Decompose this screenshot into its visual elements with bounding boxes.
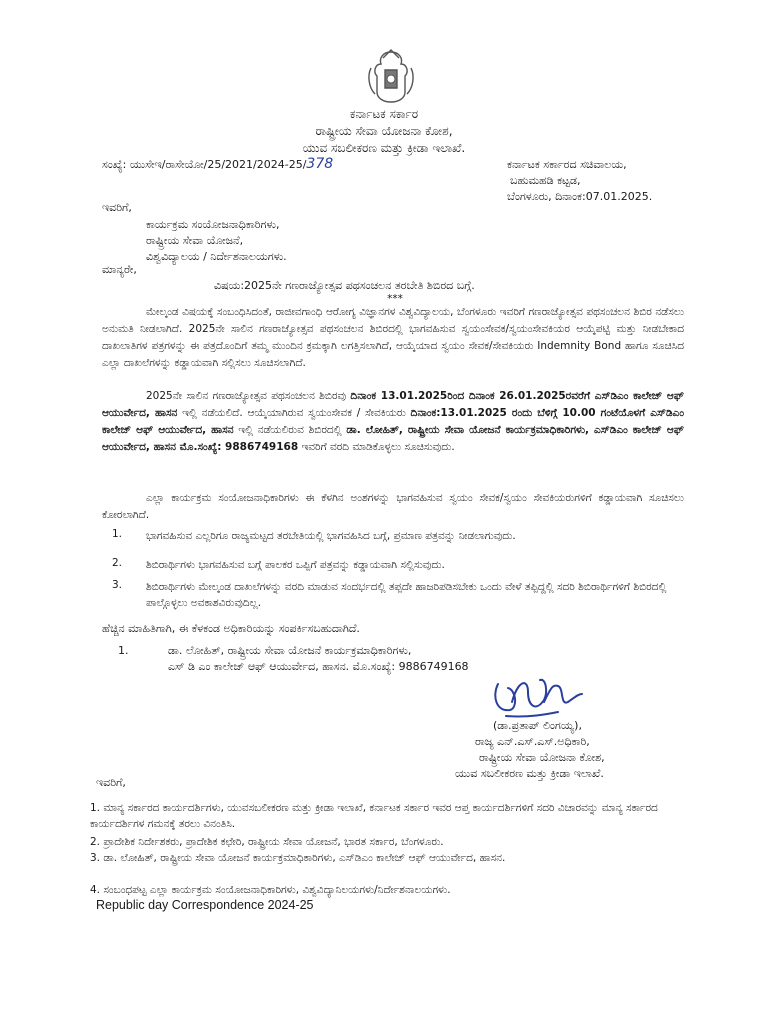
reference-number <box>102 156 333 172</box>
contact-line-2: ಎಸ್ ಡಿ ಎಂ ಕಾಲೇಜ್ ಆಫ್ ಆಯುರ್ವೇದ, ಹಾಸನ. ಮೊ.ಸಂಖ್ಯೆ: 9886749168 <box>168 660 469 673</box>
contact-line-1: ಡಾ. ಲೋಹಿತ್, ರಾಷ್ಟ್ರೀಯ ಸೇವಾ ಯೋಜನೆ ಕಾರ್ಯಕ್ರಮಾಧಿಕಾರಿಗಳು, <box>168 644 412 657</box>
address-line-2: ಬಹುಮಹಡಿ ಕಟ್ಟಡ, <box>510 174 581 187</box>
header-cell: ರಾಷ್ಟ್ರೀಯ ಸೇವಾ ಯೋಜನಾ ಕೋಶ, <box>315 124 453 138</box>
footer-note: Republic day Correspondence 2024-25 <box>96 898 314 912</box>
contact-intro: ಹೆಚ್ಚಿನ ಮಾಹಿತಿಗಾಗಿ, ಈ ಕೆಳಕಂಡ ಅಧಿಕಾರಿಯನ್ನು ಸಂಪರ್ಕಿಸಬಹುದಾಗಿದೆ. <box>102 622 360 635</box>
point-3-number: 3. <box>112 579 123 591</box>
address-date: ಬೆಂಗಳೂರು, ದಿನಾಂಕ:07.01.2025. <box>507 190 653 203</box>
subject: ವಿಷಯ:2025ನೇ ಗಣರಾಜ್ಯೋತ್ಸವ ಪಥಸಂಚಲನ ತರಬೇತಿ ಶಿಬಿರದ ಬಗ್ಗೆ. <box>214 279 475 292</box>
copy-item-3: 3. ಡಾ. ಲೋಹಿತ್, ರಾಷ್ಟ್ರೀಯ ಸೇವಾ ಯೋಜನೆ ಕಾರ್ಯಕ್ರಮಾಧಿಕಾರಿಗಳು, ಎಸ್‌ಡಿಎಂ ಕಾಲೇಜ್ ಆಫ್ ಆಯುರ್ವೇದ, ಹಾಸನ. <box>90 852 506 864</box>
body-paragraph-1: ಮೇಲ್ಕಂಡ ವಿಷಯಕ್ಕೆ ಸಂಬಂಧಿಸಿದಂತೆ, ರಾಜೀವಗಾಂಧಿ ಆರೋಗ್ಯ ವಿಜ್ಞಾನಗಳ ವಿಶ್ವವಿದ್ಯಾಲಯ, ಬೆಂಗಳೂರು ಇವರಿಗೆ ಗಣರಾಜ್ಯೋತ್ಸವ ಪಥಸಂಚಲನ ಶಿಬಿರ ನಡೆಸಲು ಅನುಮತಿ ನೀಡಲಾಗಿದೆ. 2025ನೇ ಸಾಲಿನ ಗಣರಾಜ್ಯೋತ್ಸವ ಪಥಸಂಚಲನ ಶಿಬಿರದಲ್ಲಿ ಭಾಗವಹಿಸುವ ಸ್ವಯಂಸೇವಕ/ಸ್ವಯಂಸೇವಕಿಯರ ಆಯ್ಕೆಪಟ್ಟಿ ಮತ್ತು ನೀಡಬೇಕಾದ ದಾಖಲಾತಿಗಳ ಪತ್ರಗಳನ್ನು ಈ ಪತ್ರದೊಂದಿಗೆ ತಮ್ಮ ಮುಂದಿನ ಕ್ರಮಕ್ಕಾಗಿ ಲಗತ್ತಿಸಲಾಗಿದೆ, ಆಯ್ಕೆಯಾದ ಸ್ವಯಂ ಸೇವಕ/ಸೇವಕಿಯರು Indemnity Bond ಹಾಗೂ ಸೂಚಿಸಿದ ಎಲ್ಲಾ ದಾಖಲೆಗಳನ್ನು ಕಡ್ಡಾಯವಾಗಿ ಸಲ್ಲಿಸಲು ಸೂಚಿಸಲಾಗಿದೆ. <box>102 306 684 369</box>
signatory-dept: ಯುವ ಸಬಲೀಕರಣ ಮತ್ತು ಕ್ರೀಡಾ ಇಲಾಖೆ. <box>455 767 604 780</box>
point-2-number: 2. <box>112 557 123 569</box>
signatory-name: (ಡಾ.ಪ್ರತಾಪ್ ಲಿಂಗಯ್ಯ), <box>493 719 582 732</box>
point-3-text: ಶಿಬಿರಾರ್ಥಿಗಳು ಮೇಲ್ಕಂಡ ದಾಖಲೆಗಳನ್ನು ವರದಿ ಮಾಡುವ ಸಂದರ್ಭದಲ್ಲಿ ತಪ್ಪದೇ ಹಾಜರಿಪಡಿಸಬೇಕು ಒಂದು ವೇಳೆ ತಪ್ಪಿದ್ದಲ್ಲಿ ಸದರಿ ಶಿಬಿರಾರ್ಥಿಗಳಿಗೆ ಶಿಬಿರದಲ್ಲಿ ಪಾಲ್ಗೊಳ್ಳಲು ಅವಕಾಶವಿರುವುದಿಲ್ಲ. <box>146 581 667 609</box>
signatory-cell: ರಾಷ್ಟ್ರೀಯ ಸೇವಾ ಯೋಜನಾ ಕೋಶ, <box>479 751 605 764</box>
handwritten-number: 378 <box>306 156 334 172</box>
signature-icon <box>488 672 588 722</box>
header-govt: ಕರ್ನಾಟಕ ಸರ್ಕಾರ <box>349 107 419 121</box>
copy-item-1: 1. ಮಾನ್ಯ ಸರ್ಕಾರದ ಕಾರ್ಯದರ್ಶಿಗಳು, ಯುವಸಬಲೀಕರಣ ಮತ್ತು ಕ್ರೀಡಾ ಇಲಾಖೆ, ಕರ್ನಾಟಕ ಸರ್ಕಾರ ಇವರ ಆಪ್ತ ಕಾರ್ಯದರ್ಶಿಗಳಿಗೆ ಸದರಿ ವಿಚಾರವನ್ನು ಮಾನ್ಯ ಸರ್ಕಾರದ ಕಾರ್ಯದರ್ಶಿಗಳ ಗಮನಕ್ಕೆ ತರಲು ವಿನಂತಿಸಿ. <box>90 802 658 830</box>
salutation: ಮಾನ್ಯರೇ, <box>102 263 137 276</box>
header-dept: ಯುವ ಸಬಲೀಕರಣ ಮತ್ತು ಕ್ರೀಡಾ ಇಲಾಖೆ. <box>302 141 466 155</box>
para2-text-c: ಇಲ್ಲಿ ನಡೆಯಲಿದೆ. ಆಯ್ಕೆಯಾಗಿರುವ ಸ್ವಯಂಸೇವಕ / ಸೇವಕಿಯರು <box>177 407 411 419</box>
para2-text-a: 2025ನೇ ಸಾಲಿನ ಗಣರಾಜ್ಯೋತ್ಸವ ಪಥಸಂಚಲನ ಶಿಬಿರವು <box>146 390 351 402</box>
para2-contact-officer: ಡಾ. ಲೋಹಿತ್, ರಾಷ್ಟ್ರೀಯ ಸೇವಾ ಯೋಜನೆ ಕಾರ್ಯಕ್ರಮಾಧಿಕಾರಿಗಳು, ಎಸ್‌ಡಿಎಂ ಕಾಲೇಜ್ ಆಫ್ ಆಯುರ್ವೇದ, ಹಾಸನ ಮೊ.ಸಂಖ್ಯೆ: 9886749168 <box>102 424 684 453</box>
point-2-text: ಶಿಬಿರಾರ್ಥಿಗಳು ಭಾಗವಹಿಸುವ ಬಗ್ಗೆ ಪಾಲಕರ ಒಪ್ಪಿಗೆ ಪತ್ರವನ್ನು ಕಡ್ಡಾಯವಾಗಿ ಸಲ್ಲಿಸುವುದು. <box>146 559 445 571</box>
address-line-1: ಕರ್ನಾಟಕ ಸರ್ಕಾರದ ಸಚಿವಾಲಯ, <box>507 158 627 171</box>
to-line-3: ವಿಶ್ವವಿದ್ಯಾಲಯ / ನಿರ್ದೇಶನಾಲಯಗಳು. <box>146 250 287 263</box>
point-1-text: ಭಾಗವಹಿಸುವ ಎಲ್ಲರಿಗೂ ರಾಜ್ಯಮಟ್ಟದ ತರಬೇತಿಯಲ್ಲಿ ಭಾಗವಹಿಸಿದ ಬಗ್ಗೆ, ಪ್ರಮಾಣ ಪತ್ರವನ್ನು ನೀಡಲಾಗುವುದು. <box>146 530 516 542</box>
para2-report-time: ದಿನಾಂಕ:13.01.2025 ರಂದು ಬೆಳಿಗ್ಗೆ 10.00 ಗಂಟೆಯೊಳಗೆ ಎಸ್‌ಡಿಎಂ ಕಾಲೇಜ್ ಆಫ್ ಆಯುರ್ವೇದ, ಹಾಸನ <box>102 407 684 436</box>
para2-text-g: ಇವರಿಗೆ ವರದಿ ಮಾಡಿಕೊಳ್ಳಲು ಸೂಚಿಸುವುದು. <box>298 441 455 453</box>
reference-prefix: ಸಂಖ್ಯೆ: ಯುಸೇಇ/ರಾಸೇಯೋ/25/2021/2024-25/ <box>102 158 307 171</box>
copy-item-4: 4. ಸಂಬಂಧಪಟ್ಟ ಎಲ್ಲಾ ಕಾರ್ಯಕ್ರಮ ಸಂಯೋಜನಾಧಿಕಾರಿಗಳು, ವಿಶ್ವವಿದ್ಯಾನಿಲಯಗಳು/ನಿರ್ದೇಶನಾಲಯಗಳು. <box>90 884 451 896</box>
signatory-designation: ರಾಜ್ಯ ಎನ್.ಎಸ್.ಎಸ್.ಅಧಿಕಾರಿ, <box>475 735 590 748</box>
separator: *** <box>387 293 403 305</box>
state-emblem-icon <box>363 48 419 106</box>
point-1-number: 1. <box>112 528 123 540</box>
body-paragraph-2 <box>102 388 684 456</box>
contact-number: 1. <box>118 644 129 657</box>
para2-text-e: ಇಲ್ಲಿ ನಡೆಯಲಿರುವ ಶಿಬಿರದಲ್ಲಿ <box>233 424 347 436</box>
body-paragraph-3: ಎಲ್ಲಾ ಕಾರ್ಯಕ್ರಮ ಸಂಯೋಜನಾಧಿಕಾರಿಗಳು ಈ ಕೆಳಗಿನ ಅಂಶಗಳನ್ನು ಭಾಗವಹಿಸುವ ಸ್ವಯಂ ಸೇವಕ/ಸ್ವಯಂ ಸೇವಕಿಯರುಗಳಿಗೆ ಕಡ್ಡಾಯವಾಗಿ ಸೂಚಿಸಲು ಕೋರಲಾಗಿದೆ. <box>102 492 684 521</box>
para2-camp-dates: ದಿನಾಂಕ 13.01.2025ರಿಂದ ದಿನಾಂಕ 26.01.2025ರವರೆಗೆ ಎಸ್‌ಡಿಎಂ ಕಾಲೇಜ್ ಆಫ್ ಆಯುರ್ವೇದ, ಹಾಸನ <box>102 390 684 419</box>
copy-to-label: ಇವರಿಗೆ, <box>96 776 126 789</box>
to-label: ಇವರಿಗೆ, <box>102 201 132 214</box>
to-line-1: ಕಾರ್ಯಕ್ರಮ ಸಂಯೋಜನಾಧಿಕಾರಿಗಳು, <box>146 218 280 231</box>
copy-item-2: 2. ಪ್ರಾದೇಶಿಕ ನಿರ್ದೇಶಕರು, ಪ್ರಾದೇಶಿಕ ಕಛೇರಿ, ರಾಷ್ಟ್ರೀಯ ಸೇವಾ ಯೋಜನೆ, ಭಾರತ ಸರ್ಕಾರ, ಬೆಂಗಳೂರು. <box>90 836 444 848</box>
to-line-2: ರಾಷ್ಟ್ರೀಯ ಸೇವಾ ಯೋಜನೆ, <box>146 234 244 247</box>
